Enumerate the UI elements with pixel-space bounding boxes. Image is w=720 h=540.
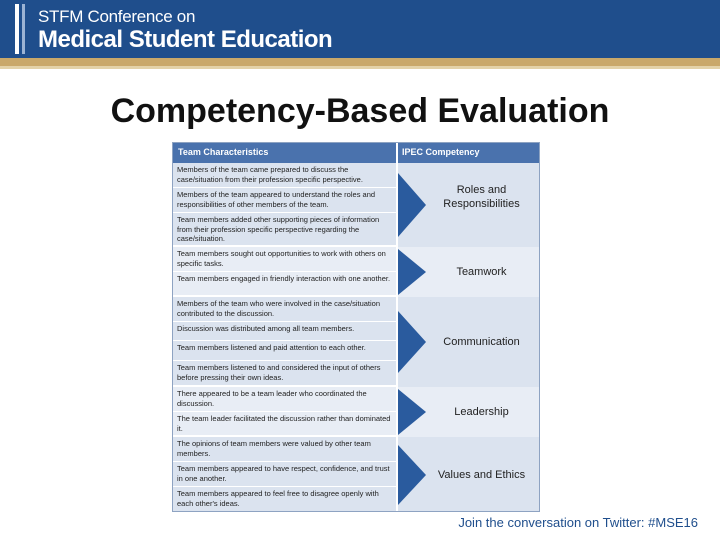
table-row: Members of the team who were involved in the case/situation contributed to the discussion. <box>173 297 396 322</box>
table-header-row <box>173 143 539 163</box>
table-row: Team members sought out opportunities to work with others on specific tasks. <box>173 247 396 272</box>
table-row: Team members appeared to have respect, confidence, and trust in one another. <box>173 462 396 487</box>
header-stripe <box>15 4 19 54</box>
table-row: There appeared to be a team leader who coordinated the discussion. <box>173 387 396 412</box>
table-row: Members of the team came prepared to discuss the case/situation from their profession specific perspective. <box>173 163 396 188</box>
table-row: Members of the team appeared to understand the roles and responsibilities of other members of the team. <box>173 188 396 213</box>
competency-label-teamwork: Teamwork <box>456 266 507 278</box>
table-row: The team leader facilitated the discussion rather than dominated it. <box>173 412 396 437</box>
header-divider <box>0 58 720 66</box>
table-row: The opinions of team members were valued by other team members. <box>173 437 396 462</box>
column-header-team-characteristics: Team Characteristics <box>178 147 269 157</box>
header-divider-light <box>0 66 720 69</box>
competency-label-roles: Roles and Responsibilities <box>443 184 520 210</box>
conference-name-line2: Medical Student Education <box>38 26 333 53</box>
arrow-icon <box>398 389 426 435</box>
arrow-icon <box>398 173 426 237</box>
arrow-icon <box>398 445 426 505</box>
competency-label-leadership: Leadership <box>454 406 509 418</box>
conference-name-line1: STFM Conference on <box>38 7 196 26</box>
conference-header <box>0 0 720 58</box>
arrow-icon <box>398 249 426 295</box>
table-row: Discussion was distributed among all team members. <box>173 322 396 341</box>
competency-label-communication: Communication <box>443 336 520 348</box>
arrow-icon <box>398 311 426 373</box>
competency-label-values: Values and Ethics <box>437 469 526 481</box>
table-row: Team members listened to and considered the input of others before pressing their own ideas. <box>173 361 396 387</box>
table-row: Team members listened and paid attention to each other. <box>173 341 396 361</box>
header-stripe-secondary <box>22 4 25 54</box>
table-row: Team members engaged in friendly interaction with one another. <box>173 272 396 297</box>
slide-title: Competency-Based Evaluation <box>110 92 610 130</box>
table-row: Team members appeared to feel free to disagree openly with each other's ideas. <box>177 489 379 508</box>
competency-table <box>172 142 540 512</box>
footer-twitter-text: Join the conversation on Twitter: #MSE16 <box>458 515 698 530</box>
table-row: Team members added other supporting pieces of information from their profession specific perspective regarding the case/situation. <box>173 213 396 247</box>
column-header-ipec-competency: IPEC Competency <box>402 147 480 157</box>
